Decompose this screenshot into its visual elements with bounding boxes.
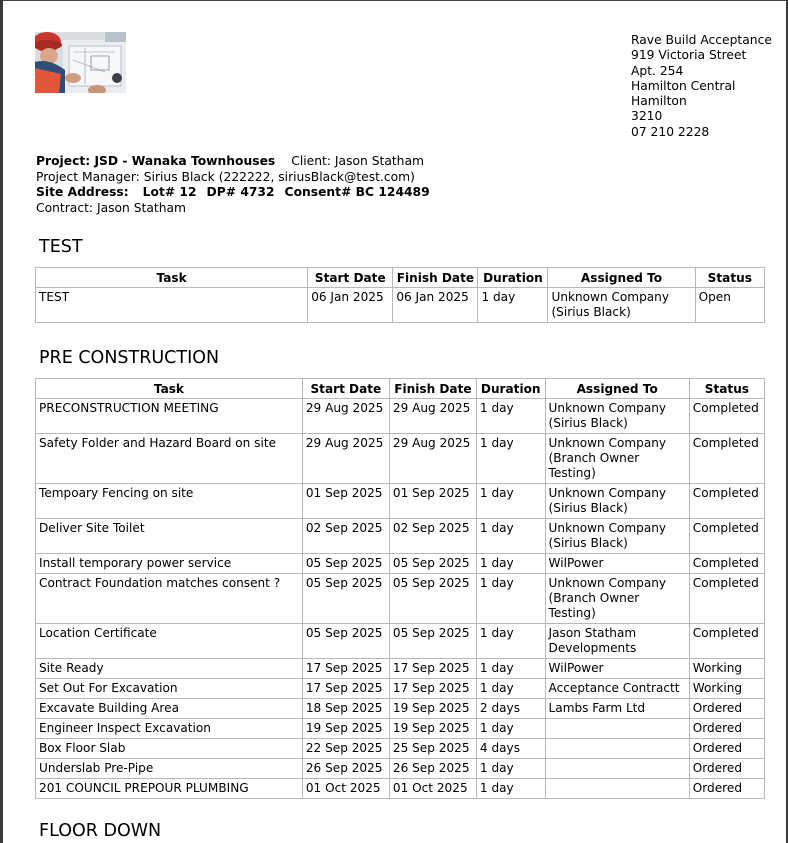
col-header-task: Task (36, 379, 303, 399)
cell-finish: 02 Sep 2025 (389, 519, 476, 554)
table-row (36, 739, 765, 759)
cell-duration: 1 day (476, 679, 545, 699)
cell-finish: 17 Sep 2025 (389, 679, 476, 699)
cell-finish: 26 Sep 2025 (389, 759, 476, 779)
col-header-duration: Duration (476, 379, 545, 399)
cell-task: Deliver Site Toilet (36, 519, 303, 554)
cell-assigned: Unknown Company (Branch Owner Testing) (545, 574, 689, 624)
task-table-body (36, 288, 765, 323)
table-row (36, 434, 765, 484)
cell-assigned: WilPower (545, 659, 689, 679)
cell-status: Working (689, 679, 764, 699)
header-photo (35, 32, 126, 93)
table-row (36, 779, 765, 799)
cell-duration: 4 days (476, 739, 545, 759)
table-row (36, 659, 765, 679)
cell-assigned: Jason Statham Developments (545, 624, 689, 659)
cell-assigned (545, 719, 689, 739)
col-header-task: Task (36, 268, 308, 288)
cell-start: 29 Aug 2025 (302, 434, 389, 484)
cell-task: Safety Folder and Hazard Board on site (36, 434, 303, 484)
cell-task: Set Out For Excavation (36, 679, 303, 699)
cell-start: 22 Sep 2025 (302, 739, 389, 759)
table-row (36, 679, 765, 699)
cell-start: 17 Sep 2025 (302, 659, 389, 679)
cell-assigned: Unknown Company (Sirius Black) (545, 484, 689, 519)
project-info-block (36, 154, 430, 216)
section-title-test: TEST (39, 237, 83, 257)
cell-finish: 29 Aug 2025 (389, 399, 476, 434)
col-header-status: Status (689, 379, 764, 399)
cell-start: 01 Sep 2025 (302, 484, 389, 519)
cell-assigned: WilPower (545, 554, 689, 574)
cell-assigned: Acceptance Contractt (545, 679, 689, 699)
cell-duration: 1 day (476, 779, 545, 799)
site-address-line (36, 185, 430, 201)
company-unit: Apt. 254 (631, 63, 684, 78)
site-address-label: Site Address: (36, 185, 129, 199)
table-row (36, 719, 765, 739)
cell-finish: 25 Sep 2025 (389, 739, 476, 759)
cell-task: Location Certificate (36, 624, 303, 659)
company-suburb: Hamilton Central (631, 78, 736, 93)
cell-task: TEST (36, 288, 308, 323)
cell-assigned: Lambs Farm Ltd (545, 699, 689, 719)
project-client: Client: Jason Statham (291, 154, 424, 168)
table-row (36, 399, 765, 434)
col-header-assigned: Assigned To (545, 379, 689, 399)
cell-task: PRECONSTRUCTION MEETING (36, 399, 303, 434)
cell-duration: 2 days (476, 699, 545, 719)
cell-start: 06 Jan 2025 (308, 288, 393, 323)
cell-duration: 1 day (476, 759, 545, 779)
cell-status: Completed (689, 554, 764, 574)
cell-duration: 1 day (476, 554, 545, 574)
cell-finish: 01 Oct 2025 (389, 779, 476, 799)
section-title-floor-down: FLOOR DOWN (39, 821, 162, 841)
col-header-duration: Duration (478, 268, 548, 288)
cell-status: Completed (689, 574, 764, 624)
col-header-status: Status (695, 268, 764, 288)
cell-status: Ordered (689, 739, 764, 759)
col-header-start: Start Date (302, 379, 389, 399)
cell-duration: 1 day (476, 659, 545, 679)
cell-assigned (545, 759, 689, 779)
company-city: Hamilton (631, 94, 687, 109)
company-address-block (631, 33, 772, 140)
cell-assigned: Unknown Company (Sirius Black) (548, 288, 695, 323)
col-header-assigned: Assigned To (548, 268, 695, 288)
cell-status: Ordered (689, 759, 764, 779)
site-lot: Lot# 12 (142, 185, 197, 199)
cell-start: 19 Sep 2025 (302, 719, 389, 739)
cell-finish: 01 Sep 2025 (389, 484, 476, 519)
cell-finish: 05 Sep 2025 (389, 554, 476, 574)
cell-task: Excavate Building Area (36, 699, 303, 719)
cell-assigned: Unknown Company (Branch Owner Testing) (545, 434, 689, 484)
cell-status: Completed (689, 399, 764, 434)
cell-status: Completed (689, 434, 764, 484)
task-table-test (35, 267, 765, 323)
cell-task: Box Floor Slab (36, 739, 303, 759)
cell-duration: 1 day (476, 484, 545, 519)
cell-start: 05 Sep 2025 (302, 554, 389, 574)
cell-status: Completed (689, 624, 764, 659)
cell-assigned (545, 779, 689, 799)
cell-finish: 19 Sep 2025 (389, 719, 476, 739)
table-row (36, 759, 765, 779)
cell-duration: 1 day (476, 519, 545, 554)
page-edge-top (0, 0, 788, 1)
cell-status: Ordered (689, 699, 764, 719)
cell-finish: 05 Sep 2025 (389, 574, 476, 624)
section-title-pre-construction: PRE CONSTRUCTION (39, 348, 220, 368)
table-header-row (36, 379, 765, 399)
cell-start: 02 Sep 2025 (302, 519, 389, 554)
project-line (36, 154, 430, 170)
col-header-finish: Finish Date (393, 268, 478, 288)
cell-finish: 29 Aug 2025 (389, 434, 476, 484)
site-consent: Consent# BC 124489 (284, 185, 430, 199)
cell-status: Completed (689, 484, 764, 519)
cell-start: 26 Sep 2025 (302, 759, 389, 779)
cell-duration: 1 day (476, 624, 545, 659)
cell-start: 05 Sep 2025 (302, 624, 389, 659)
company-name: Rave Build Acceptance (631, 33, 772, 47)
cell-assigned: Unknown Company (Sirius Black) (545, 519, 689, 554)
construction-plans-photo-image (35, 32, 126, 93)
col-header-start: Start Date (308, 268, 393, 288)
cell-duration: 1 day (476, 574, 545, 624)
cell-status: Ordered (689, 719, 764, 739)
cell-start: 18 Sep 2025 (302, 699, 389, 719)
cell-status: Working (689, 659, 764, 679)
cell-status: Ordered (689, 779, 764, 799)
cell-finish: 17 Sep 2025 (389, 659, 476, 679)
task-table-body (36, 399, 765, 799)
cell-finish: 06 Jan 2025 (393, 288, 478, 323)
cell-start: 17 Sep 2025 (302, 679, 389, 699)
company-street: 919 Victoria Street (631, 48, 747, 63)
cell-duration: 1 day (478, 288, 548, 323)
project-contract: Contract: Jason Statham (36, 200, 187, 215)
table-row (36, 554, 765, 574)
cell-task: Site Ready (36, 659, 303, 679)
cell-status: Completed (689, 519, 764, 554)
cell-duration: 1 day (476, 434, 545, 484)
cell-start: 01 Oct 2025 (302, 779, 389, 799)
cell-task: Install temporary power service (36, 554, 303, 574)
table-row (36, 484, 765, 519)
col-header-finish: Finish Date (389, 379, 476, 399)
cell-assigned: Unknown Company (Sirius Black) (545, 399, 689, 434)
cell-task: Engineer Inspect Excavation (36, 719, 303, 739)
page-edge-left (0, 0, 3, 843)
project-manager: Project Manager: Sirius Black (222222, siriusBlack@test.com) (36, 169, 415, 184)
cell-duration: 1 day (476, 399, 545, 434)
table-row (36, 624, 765, 659)
project-name: Project: JSD - Wanaka Townhouses (36, 154, 276, 168)
cell-status: Open (695, 288, 764, 323)
company-phone: 07 210 2228 (631, 124, 710, 139)
table-row (36, 288, 765, 323)
cell-finish: 19 Sep 2025 (389, 699, 476, 719)
table-row (36, 699, 765, 719)
table-row (36, 574, 765, 624)
cell-duration: 1 day (476, 719, 545, 739)
site-dp: DP# 4732 (206, 185, 275, 199)
cell-task: 201 COUNCIL PREPOUR PLUMBING (36, 779, 303, 799)
company-postcode: 3210 (631, 109, 663, 124)
task-table-pre-construction (35, 378, 765, 799)
cell-task: Tempoary Fencing on site (36, 484, 303, 519)
cell-start: 29 Aug 2025 (302, 399, 389, 434)
table-row (36, 519, 765, 554)
cell-task: Contract Foundation matches consent ? (36, 574, 303, 624)
cell-start: 05 Sep 2025 (302, 574, 389, 624)
table-header-row (36, 268, 765, 288)
cell-finish: 05 Sep 2025 (389, 624, 476, 659)
cell-task: Underslab Pre-Pipe (36, 759, 303, 779)
cell-assigned (545, 739, 689, 759)
